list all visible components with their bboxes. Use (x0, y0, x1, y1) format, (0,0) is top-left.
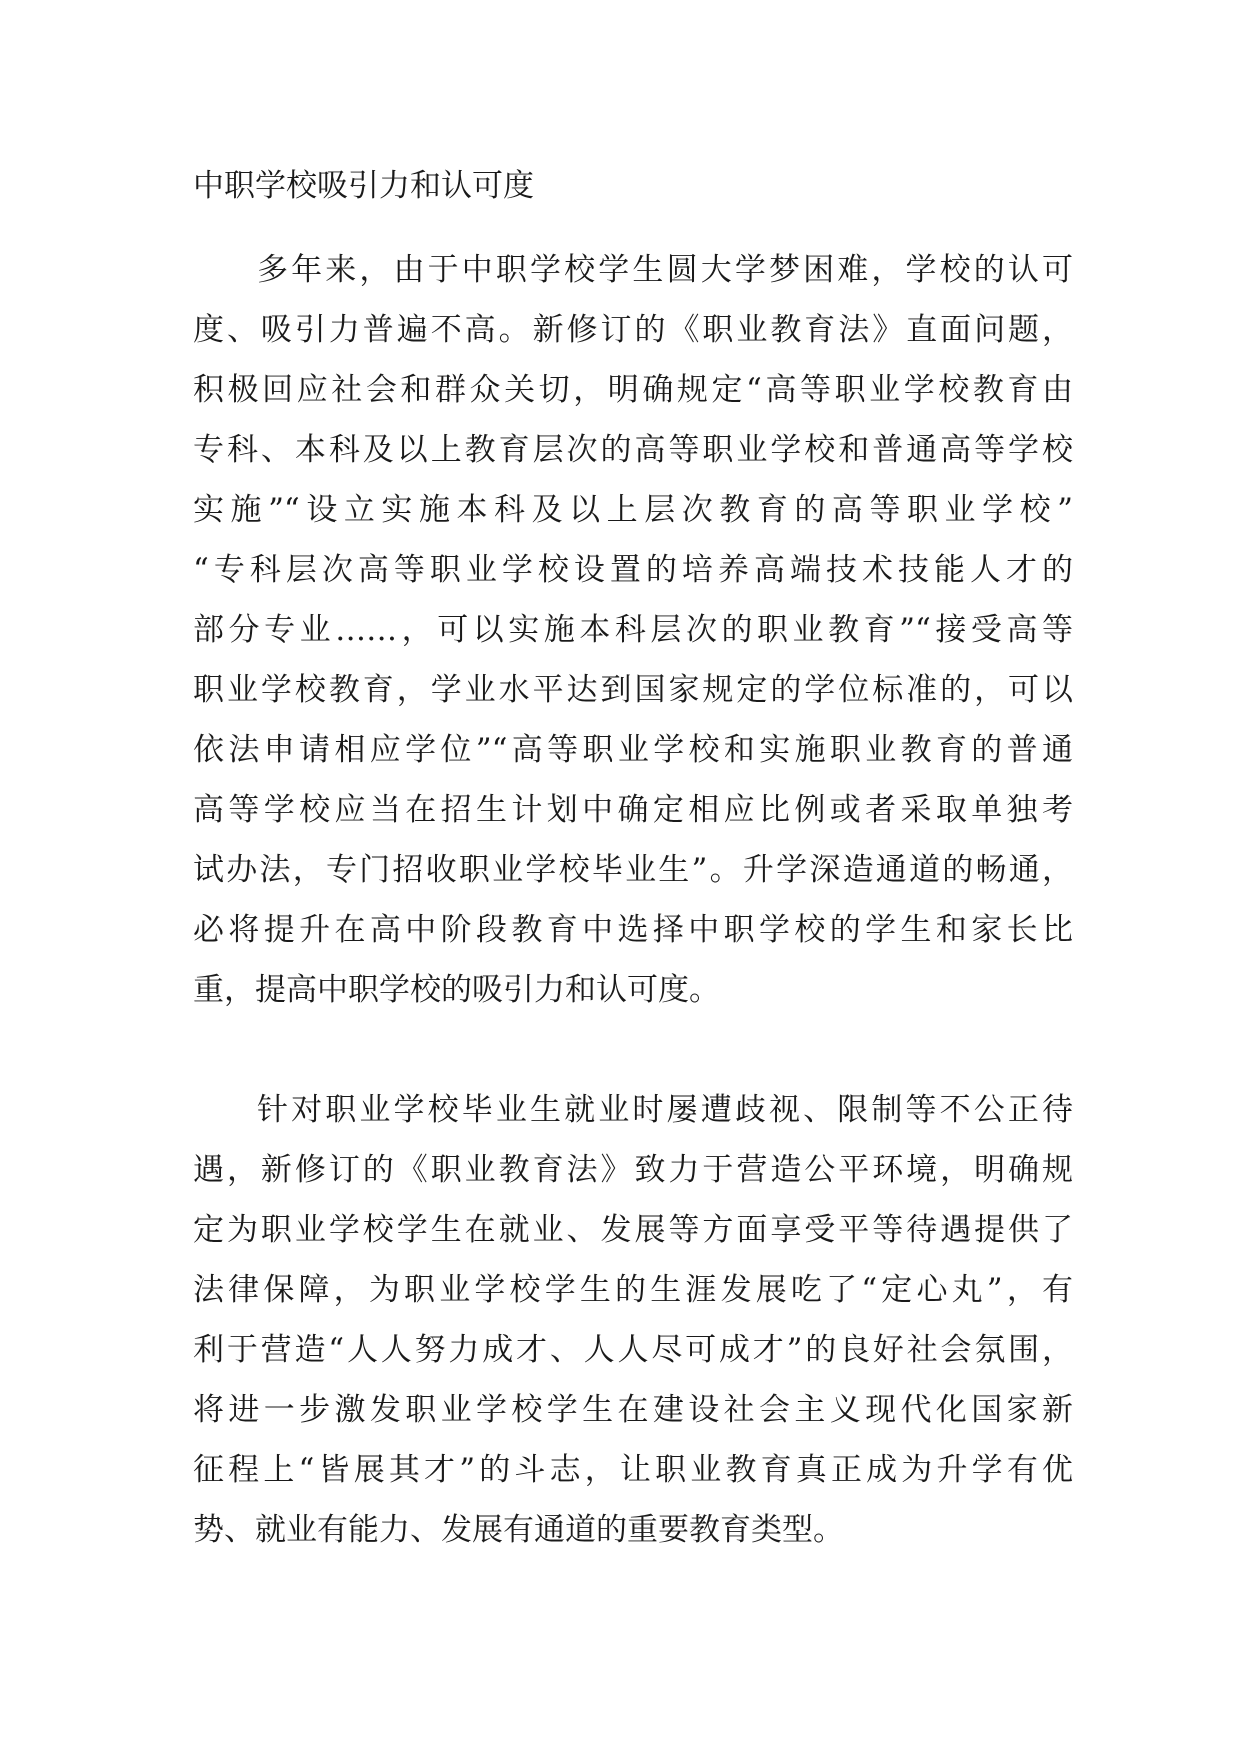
paragraph-line: 试办法，专门招收职业学校毕业生”。升学深造通道的畅通， (193, 852, 1073, 888)
paragraph-line: 遇，新修订的《职业教育法》致力于营造公平环境，明确规 (193, 1152, 1073, 1188)
paragraph-line: 积极回应社会和群众关切，明确规定“高等职业学校教育由 (193, 372, 1073, 408)
paragraph-line: 利于营造“人人努力成才、人人尽可成才”的良好社会氛围， (193, 1332, 1073, 1368)
paragraph-line: 重，提高中职学校的吸引力和认可度。 (193, 972, 720, 1008)
paragraph-line: 依法申请相应学位”“高等职业学校和实施职业教育的普通 (193, 732, 1073, 768)
paragraph-line: 职业学校教育，学业水平达到国家规定的学位标准的，可以 (193, 672, 1073, 708)
paragraph-line: 势、就业有能力、发展有通道的重要教育类型。 (193, 1512, 844, 1548)
paragraph-line: 实施”“设立实施本科及以上层次教育的高等职业学校” (193, 492, 1073, 528)
paragraph-line: 高等学校应当在招生计划中确定相应比例或者采取单独考 (193, 792, 1073, 828)
paragraph-line: 必将提升在高中阶段教育中选择中职学校的学生和家长比 (193, 912, 1073, 948)
paragraph-line: 多年来，由于中职学校学生圆大学梦困难，学校的认可 (257, 252, 1073, 288)
paragraph-line: 针对职业学校毕业生就业时屡遭歧视、限制等不公正待 (257, 1092, 1073, 1128)
paragraph-line: 度、吸引力普遍不高。新修订的《职业教育法》直面问题， (193, 312, 1073, 348)
paragraph-line: 征程上“皆展其才”的斗志，让职业教育真正成为升学有优 (193, 1452, 1073, 1488)
paragraph-line: 定为职业学校学生在就业、发展等方面享受平等待遇提供了 (193, 1212, 1073, 1248)
paragraph-line: 将进一步激发职业学校学生在建设社会主义现代化国家新 (193, 1392, 1073, 1428)
paragraph-line: “专科层次高等职业学校设置的培养高端技术技能人才的 (193, 552, 1073, 588)
paragraph-line: 法律保障，为职业学校学生的生涯发展吃了“定心丸”，有 (193, 1272, 1073, 1308)
paragraph-line: 专科、本科及以上教育层次的高等职业学校和普通高等学校 (193, 432, 1073, 468)
paragraph-line: 部分专业……，可以实施本科层次的职业教育”“接受高等 (193, 612, 1073, 648)
section-heading: 中职学校吸引力和认可度 (193, 168, 534, 204)
